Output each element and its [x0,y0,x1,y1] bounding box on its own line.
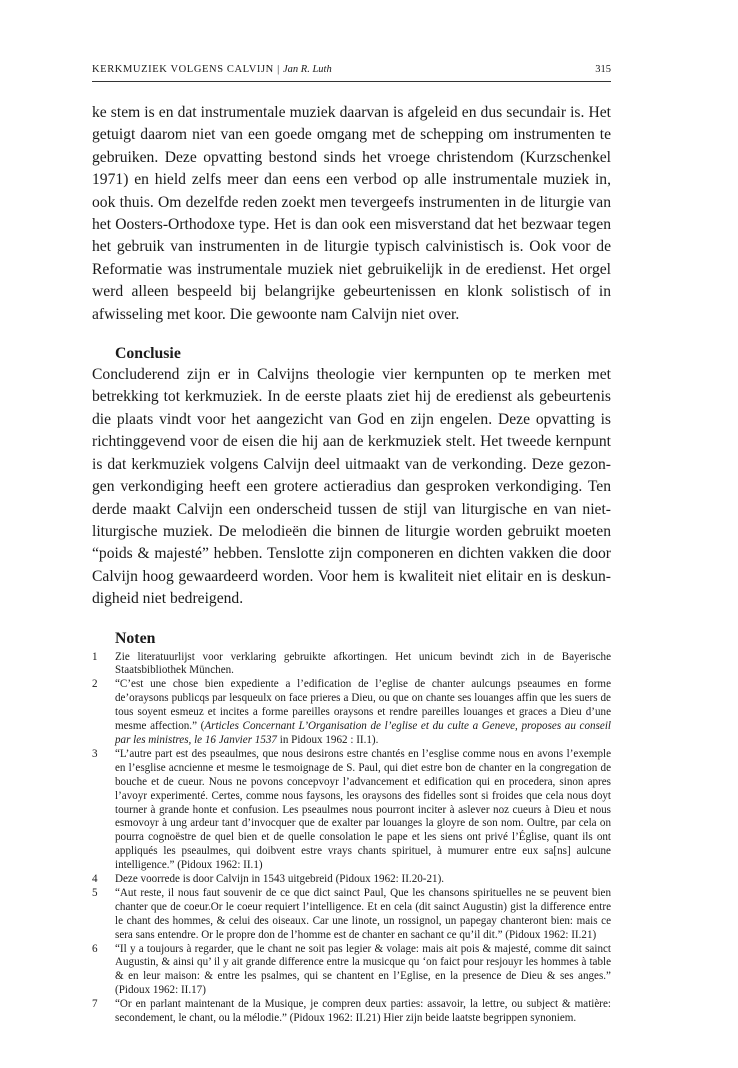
note-number: 4 [92,873,98,886]
note-text: “Il y a toujours à regarder, que le chant ne soit pas legier & volage: mais ait pois & majesté, comme dit sainct Augustin, & ainsi qu’ il y ait grande difference entre la musicque qu ‘on faict pour resjouyr les hommes à table & en leur maison: & entre les psalmes, qui se chantent en l’Eglise, en la presence de Dieu & ses anges.” (Pidoux 1962: II.17) [115,942,611,997]
note-number: 1 [92,650,98,663]
note-text: “Or en parlant maintenant de la Musique, je compren deux parties: assavoir, la lettre, ou subject & matière: secondement, le chant, ou la mélodie.” (Pidoux 1962: II.21) Hier zijn beide laatste begrippen synoniem. [115,998,611,1025]
notes-list [92,651,611,1026]
page-number: 315 [595,64,611,75]
note-text-start: “C’est une chose bien expediente a l’edification de l’eglise de chanter aulcungs pseaumes en forme de’oraysons publicqs par lesqueulx on face prieres a Dieu, ou que on chante ses louanges affin que les suers de tous soyent esmeuz et incites a forme pareilles oraysons et rendre pareilles louanges et graces a Dieu d’une mesme affection.” ( [115,678,611,733]
note-number: 3 [92,747,98,760]
note-text: Zie literatuurlijst voor verklaring gebruikte afkortingen. Het unicum bevindt zich in de Bayerische Staatsbibliothek München. [115,650,611,677]
note-text: “L’autre part est des pseaulmes, que nous desirons estre chantés en l’esglise comme nous en avons l’exemple en l’esglise acncienne et mesme le tesmoignage de S. Paul, qui diet estre bon de chanter en la congregation de bouche et de cueur. Nous ne povons concepvoyr l’advancement et edification qui en procedera, sinon apres l’avoyr experimenté. Certes, comme nous faysons, les oraysons des fidelles sont si froides que cela nous doyt tourner à grande honte et confusion. Les pseaulmes nous pourront inciter à aslever noz cueurs à Dieu et nous esmovoyr à ung ardeur tant d’invocquer que de exalter par louanges la gloyre de son nom. Oultre, par cela on pourra cognoëstre de quel bien et de quelle consolation le pape et les siens ont privé l’Église, quant ils ont appliqués les pseaulmes, qui doibvent estre vrays chants spirituel, à mumurer entre eux sa[ns] aulcune intelligence.” (Pidoux 1962: II.1) [115,747,611,872]
note-citation-title: Articles Concernant L’Organisation de l’eglise et du culte a Geneve, proposes au conseil par les ministres, le 16 Janvier 1537 [115,720,611,746]
main-text [92,102,611,1026]
header-rule [92,81,611,82]
paragraph-1: ke stem is en dat instrumentale muziek daarvan is afgeleid en dus secundair is. Het getuigt daarom niet van een goede omgang met de schepping om instrumenten te gebruiken. Deze opvatting bestond sinds het vroege christendom (Kurzschenkel 1971) en hield zelfs meer dan eens een verbod op alle instrumentale muziek in, ook thuis. Om dezelfde reden zoekt men tevergeefs instrumenten in de liturgie van het Oosters-Orthodoxe type. Het is dan ook een misverstand dat het bezwaar tegen het gebruik van instrumenten in de liturgie typisch calvinistisch is. Ook voor de Reformatie was instrumentale muziek niet gebruikelijk in de eredienst. Het orgel werd alleen bespeeld bij belangrijke gebeurtenissen en klonk solistisch of in afwisseling met koor. Die gewoonte nam Calvijn niet over. [92,104,611,323]
note-number: 5 [92,886,98,899]
paragraph-conclusie: Concluderend zijn er in Calvijns theologie vier kernpunten op te merken met betrekking tot kerkmuziek. In de eerste plaats ziet hij de eredienst als gebeurtenis die plaats vindt voor het aangezicht van God en zijn engelen. Deze opvatting is richtinggevend voor de eisen die hij aan de kerkmuziek stelt. Het tweede kernpunt is dat kerkmuziek volgens Calvijn deel uitmaakt van de verkonding. Deze gezongen verkondiging heeft een grotere actieradius dan gesproken verkondiging. Ten derde maakt Calvijn een onderscheid tussen de stijl van liturgische en van niet-liturgische muziek. De melodieën die binnen de liturgie worden gebruikt moeten “poids & majesté” hebben. Tenslotte zijn componeren en dichten vakken die door Calvijn hoog gewaardeerd worden. Voor hem is kwaliteit niet elitair en is deskundigheid niet bedreigend. [92,366,611,608]
running-header [92,63,611,77]
header-separator: | [273,64,284,75]
note-text: “Aut reste, il nous faut souvenir de ce que dict sainct Paul, Que les chansons spirituelles ne se peuvent bien chanter que de coeur.Or le coeur requiert l’intelligence. Et en cela (dit sainct Augustin) gist la difference entre le chant des hommes, & celui des oiseaux. Car une linote, un rossignol, un papegay chanteront bien: mais ce sera sans entendre. Or le propre don de l’homme est de chanter en sachant ce qu’il dit.” (Pidoux 1962: II.21) [115,886,611,941]
note-5 [92,887,611,943]
note-3 [92,748,611,873]
note-4 [92,873,611,887]
header-author: Jan R. Luth [283,64,332,75]
note-number: 2 [92,678,98,691]
note-number: 7 [92,998,98,1011]
note-text [115,678,611,748]
section-heading-conclusie: Conclusie [115,345,181,363]
note-text: Deze voorrede is door Calvijn in 1543 uitgebreid (Pidoux 1962: II.20-21). [115,873,445,886]
note-6 [92,943,611,999]
notes-heading: Noten [115,629,156,647]
note-text-end: in Pidoux 1962 : II.1). [276,733,379,746]
note-1 [92,651,611,679]
note-2 [92,678,611,748]
running-title: KERKMUZIEK VOLGENS CALVIJN [92,64,274,75]
note-7 [92,998,611,1026]
note-number: 6 [92,942,98,955]
